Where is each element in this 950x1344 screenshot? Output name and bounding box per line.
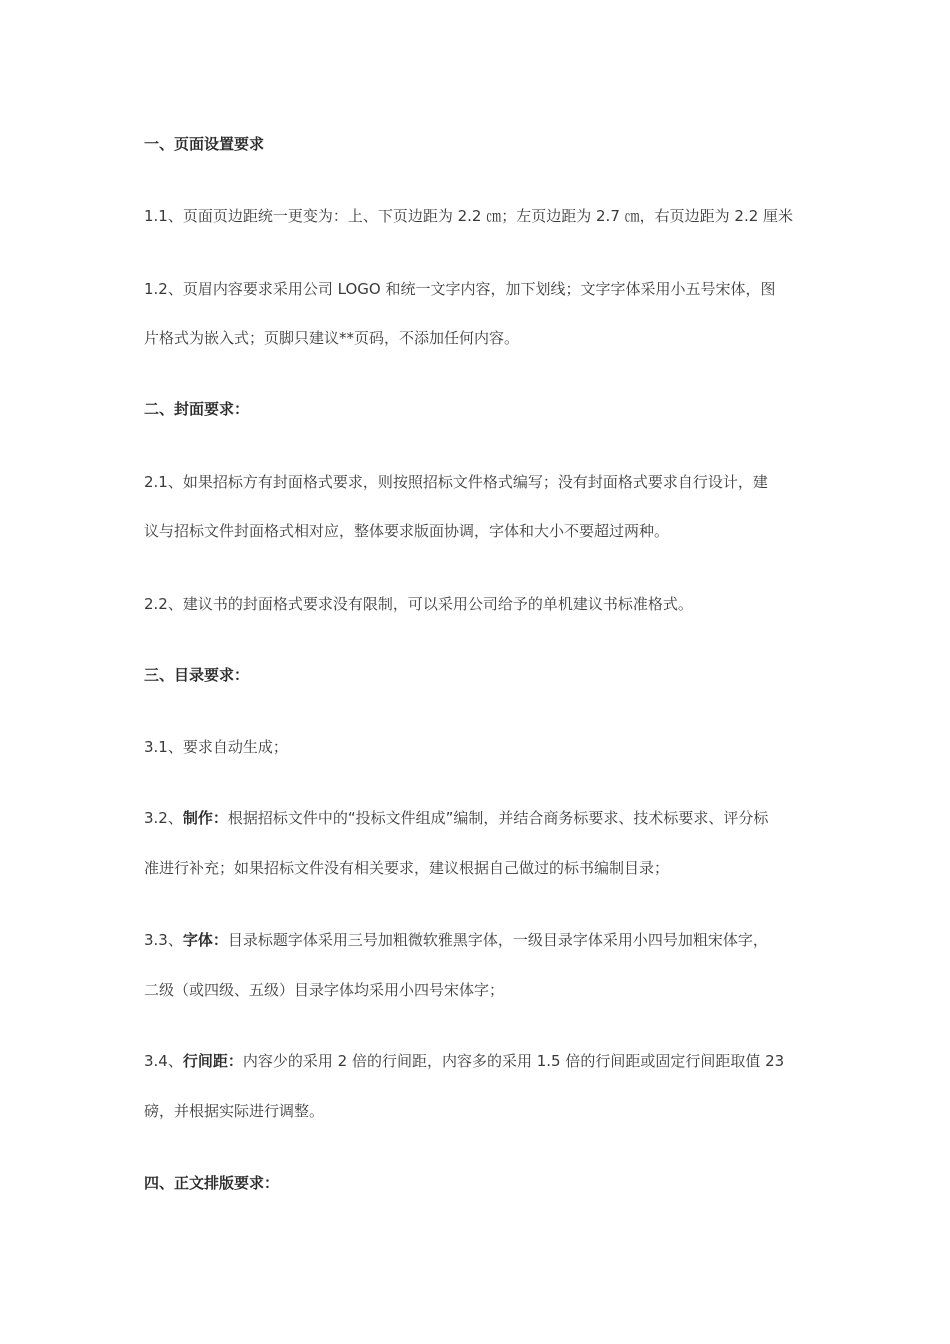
item-3-2-text: 根据招标文件中的“投标文件组成”编制，并结合商务标要求、技术标要求、评分标 <box>227 809 769 827</box>
item-3-4-keyword: 行间距： <box>182 1052 243 1070</box>
item-3-3-line-2: 二级（或四级、五级）目录字体均采用小四号宋体字； <box>144 981 505 999</box>
section-2-heading: 二、封面要求： <box>144 400 250 418</box>
item-3-1: 3.1、要求自动生成； <box>144 738 288 756</box>
section-1-heading: 一、页面设置要求 <box>144 135 265 153</box>
item-3-4-text: 内容少的采用 2 倍的行间距，内容多的采用 1.5 倍的行间距或固定行间距取值 23 <box>242 1052 785 1070</box>
item-3-3-prefix: 3.3、 <box>144 931 183 949</box>
item-3-3-line-1 <box>144 929 806 951</box>
item-1-2-line-2: 片格式为嵌入式；页脚只建议**页码，不添加任何内容。 <box>144 329 520 347</box>
item-3-2-keyword: 制作： <box>182 809 228 827</box>
item-2-1-line-2: 议与招标文件封面格式相对应，整体要求版面协调，字体和大小不要超过两种。 <box>144 522 670 540</box>
item-3-2-line-2: 准进行补充；如果招标文件没有相关要求，建议根据自己做过的标书编制目录； <box>144 859 670 877</box>
item-1-2-line-1: 1.2、页眉内容要求采用公司 LOGO 和统一文字内容，加下划线；文字字体采用小五号宋体，图 <box>144 280 776 298</box>
item-3-4-line-1 <box>144 1050 806 1072</box>
item-2-2: 2.2、建议书的封面格式要求没有限制，可以采用公司给予的单机建议书标准格式。 <box>144 595 693 613</box>
item-3-2-line-1 <box>144 807 806 829</box>
section-3-heading: 三、目录要求： <box>144 666 250 684</box>
item-1-1: 1.1、页面页边距统一更变为：上、下页边距为 2.2 ㎝；左页边距为 2.7 ㎝，右页边距为 2.2 厘米 <box>144 207 794 225</box>
item-3-2-prefix: 3.2、 <box>144 809 183 827</box>
item-3-3-keyword: 字体： <box>182 931 228 949</box>
section-4-heading: 四、正文排版要求： <box>144 1174 280 1192</box>
item-2-1-line-1: 2.1、如果招标方有封面格式要求，则按照招标文件格式编写；没有封面格式要求自行设计，建 <box>144 473 768 491</box>
item-3-4-prefix: 3.4、 <box>144 1052 183 1070</box>
item-3-4-line-2: 磅，并根据实际进行调整。 <box>144 1102 325 1120</box>
item-3-3-text: 目录标题字体采用三号加粗微软雅黑字体，一级目录字体采用小四号加粗宋体字， <box>227 931 768 949</box>
